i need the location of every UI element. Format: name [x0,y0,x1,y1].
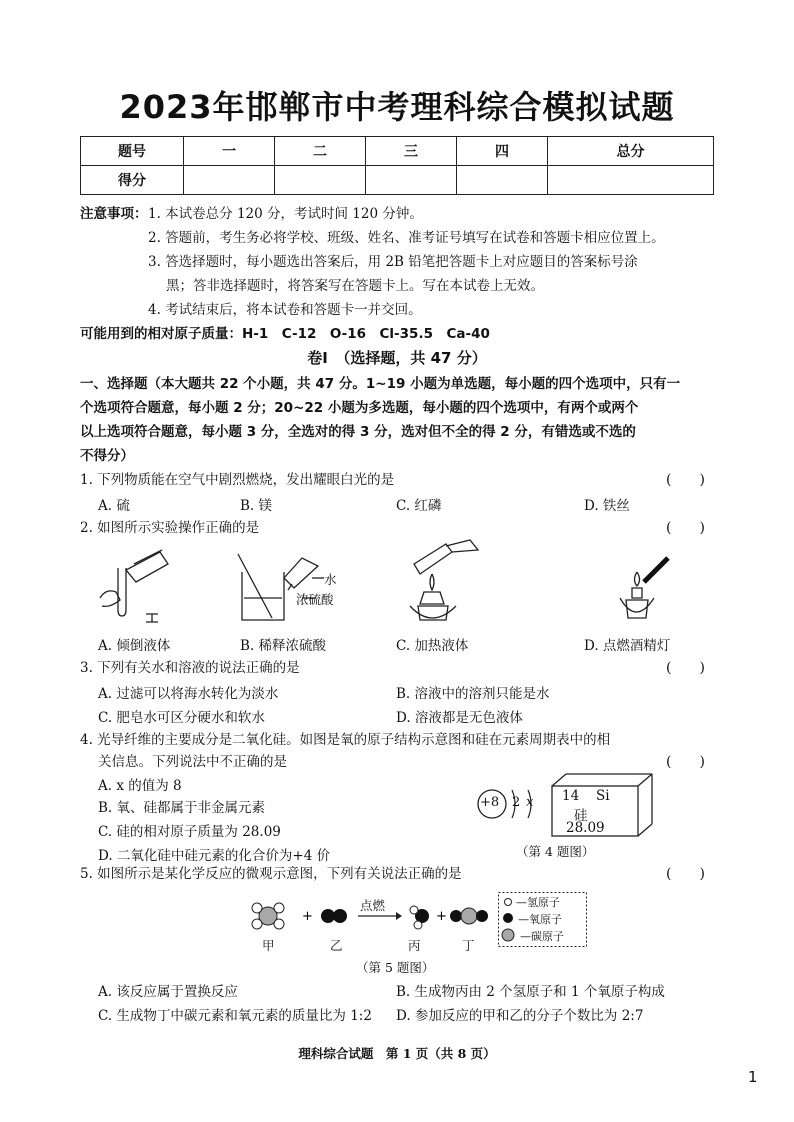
q1-option-b[interactable]: B. 镁 [240,498,273,514]
section-intro-2: 个选项符合题意，每小题 2 分；20~22 小题为多选题，每小题的四个选项中，有两个或两个 [80,400,639,416]
note-3b: 黑；答非选择题时，将答案写在答题卡上。写在本试卷上无效。 [166,278,544,294]
label-ding: 丁 [462,938,475,953]
q3-stem: 3. 下列有关水和溶液的说法正确的是 [80,660,300,676]
q3-option-c[interactable]: C. 肥皂水可区分硬水和软水 [98,710,265,726]
score-input-cell[interactable] [457,166,548,195]
q1-option-c[interactable]: C. 红磷 [396,498,442,514]
note-3a: 3. 答选择题时，每小题选出答案后，用 2B 铅笔把答题卡上对应题目的答案标号涂 [148,254,638,270]
table-cell: 四 [457,137,548,166]
q5-stem: 5. 如图所示是某化学反应的微观示意图，下列有关说法正确的是 [80,866,462,882]
section-intro-1: 一、选择题（本大题共 22 个小题，共 47 分。1~19 小题为单选题，每小题的四个选项中，只有一 [80,376,681,392]
acid-label: 浓硫酸 [296,592,334,607]
q2-option-b[interactable]: B. 稀释浓硫酸 [240,638,327,654]
q5-option-d[interactable]: D. 参加反应的甲和乙的分子个数比为 2:7 [396,1008,644,1024]
table-cell: 二 [275,137,366,166]
note-1: 1. 本试卷总分 120 分，考试时间 120 分钟。 [148,206,423,222]
page-footer: 理科综合试题 第 1 页（共 8 页） [298,1046,496,1061]
page-title: 2023年邯郸市中考理科综合模拟试题 [119,88,675,126]
notes-label: 注意事项： [80,206,148,222]
table-row [81,137,714,166]
q4-option-c[interactable]: C. 硅的相对原子质量为 28.09 [98,824,281,840]
element-mass: 28.09 [566,820,605,836]
label-jia: 甲 [262,938,275,953]
q2-stem: 2. 如图所示实验操作正确的是 [80,520,260,536]
reaction-condition: 点燃 [360,898,386,913]
note-2: 2. 答题前，考生务必将学校、班级、姓名、准考证号填写在试卷和答题卡相应位置上。 [148,230,665,246]
svg-text:+: + [436,909,447,924]
q5-option-c[interactable]: C. 生成物丁中碳元素和氧元素的质量比为 1:2 [98,1008,372,1024]
element-name: 硅 [574,808,588,824]
q4-option-a[interactable]: A. x 的值为 8 [98,778,182,794]
q4-option-b[interactable]: B. 氧、硅都属于非金属元素 [98,800,266,816]
nucleus-charge: +8 [480,795,500,810]
table-cell: 得分 [81,166,184,195]
element-number: 14 [562,788,580,804]
answer-paren[interactable]: ( ) [666,660,705,676]
note-4: 4. 考试结束后，将本试卷和答题卡一并交回。 [148,302,422,318]
svg-text:+: + [302,909,313,924]
shell-2-electrons: x [526,795,534,810]
score-input-cell[interactable] [184,166,275,195]
q4-option-d[interactable]: D. 二氧化硅中硅元素的化合价为+4 价 [98,848,331,864]
pouring-liquid-figure [96,548,176,630]
q5-option-b[interactable]: B. 生成物丙由 2 个氢原子和 1 个氧原子构成 [396,984,665,1000]
table-cell: 总分 [548,137,714,166]
table-cell: 一 [184,137,275,166]
q5-option-a[interactable]: A. 该反应属于置换反应 [98,984,238,1000]
q3-option-b[interactable]: B. 溶液中的溶剂只能是水 [396,686,550,702]
page-number: 1 [748,1068,758,1086]
label-bing: 丙 [408,938,421,953]
table-cell: 题号 [81,137,184,166]
answer-paren[interactable]: ( ) [666,754,705,770]
q2-option-a[interactable]: A. 倾倒液体 [98,638,171,654]
q4-caption: （第 4 题图） [516,844,595,859]
element-symbol: Si [596,788,610,804]
table-cell: 三 [366,137,457,166]
dilute-acid-figure [232,548,342,630]
water-label: 水 [324,572,337,587]
legend-hydrogen: —氢原子 [516,896,560,909]
q4-stem-2: 关信息。下列说法中不正确的是 [98,754,287,770]
q1-option-a[interactable]: A. 硫 [98,498,130,514]
answer-paren[interactable]: ( ) [666,472,705,488]
q5-caption: （第 5 题图） [356,960,435,975]
q2-option-c[interactable]: C. 加热液体 [396,638,469,654]
atomic-masses: 可能用到的相对原子质量：H-1 C-12 O-16 Cl-35.5 Ca-40 [80,326,490,342]
legend-oxygen: —氧原子 [518,913,562,926]
heating-liquid-figure [400,534,490,634]
q3-option-d[interactable]: D. 溶液都是无色液体 [396,710,523,726]
table-row [81,166,714,195]
q4-stem-1: 4. 光导纤维的主要成分是二氧化硅。如图是氧的原子结构示意图和硅在元素周期表中的相 [80,732,611,748]
q1-option-d[interactable]: D. 铁丝 [584,498,630,514]
answer-paren[interactable]: ( ) [666,520,705,536]
score-table [80,136,714,195]
score-input-cell[interactable] [275,166,366,195]
label-yi: 乙 [330,938,343,953]
section-intro-3: 以上选项符合题意，每小题 3 分，全选对的得 3 分，选对但不全的得 2 分，有错选或不选的 [80,424,636,440]
q2-option-d[interactable]: D. 点燃酒精灯 [584,638,671,654]
q3-option-a[interactable]: A. 过滤可以将海水转化为淡水 [98,686,279,702]
legend-carbon: —碳原子 [520,930,564,943]
answer-paren[interactable]: ( ) [666,866,705,882]
light-lamp-figure [610,556,680,632]
section-intro-4: 不得分） [80,448,134,464]
section-title: 卷Ⅰ （选择题，共 47 分） [307,349,487,367]
score-input-cell[interactable] [548,166,714,195]
shell-1-electrons: 2 [512,795,521,810]
score-input-cell[interactable] [366,166,457,195]
q1-stem: 1. 下列物质能在空气中剧烈燃烧，发出耀眼白光的是 [80,472,395,488]
